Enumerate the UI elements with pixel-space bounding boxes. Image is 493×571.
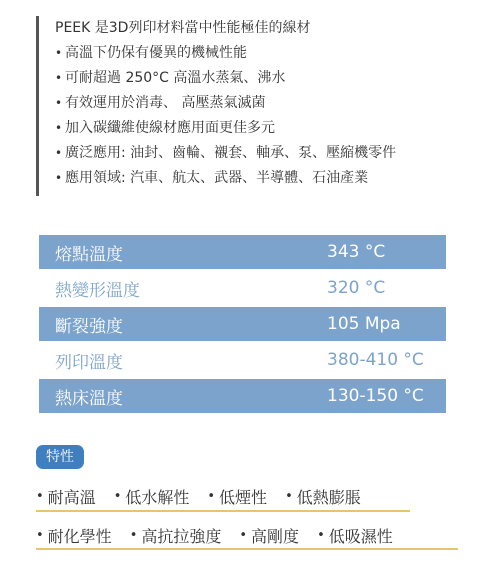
intro-title: PEEK 是3D列印材料當中性能極佳的線材 [55,20,311,36]
bullet-icon: • [55,121,63,135]
spec-label: 列印溫度 [55,352,123,373]
feature-text: 高抗拉強度 [141,526,222,546]
spec-value: 130-150 °C [327,386,424,406]
bullet-icon: • [55,96,63,110]
features-badge: 特性 [36,445,84,469]
intro-item [55,141,476,166]
feature-underline [36,510,410,512]
feature-item [130,524,222,547]
feature-underline [36,548,458,550]
feature-text: 耐化學性 [47,526,112,546]
spec-value: 105 Mpa [327,314,401,334]
intro-item [55,116,476,141]
bullet-icon: • [36,527,44,543]
spec-label: 熱床溫度 [55,388,123,409]
bullet-icon: • [129,527,138,543]
bullet-icon: • [317,527,325,543]
spec-label: 熱變形溫度 [55,280,140,301]
spec-row-heat-deflection [39,271,446,305]
feature-item [114,485,190,508]
intro-item-text: 廣泛應用: 油封、齒輪、襯套、軸承、泵、壓縮機零件 [65,145,397,161]
bullet-icon: • [55,171,63,185]
spec-value: 343 °C [327,242,386,262]
feature-text: 低吸濕性 [328,526,393,546]
bullet-icon: • [113,488,122,504]
intro-item-text: 有效運用於消毒、 高壓蒸氣滅菌 [65,95,266,111]
feature-line-1 [36,483,410,509]
bullet-icon: • [55,46,63,60]
intro-item [55,91,476,116]
spec-value: 320 °C [327,278,386,298]
intro-item-text: 應用領域: 汽車、航太、武器、半導體、石油產業 [65,170,369,186]
bullet-icon: • [239,527,248,543]
feature-text: 低煙性 [219,487,268,507]
bullet-icon: • [207,488,216,504]
spec-label: 斷裂強度 [55,316,123,337]
intro-item-text: 可耐超過 250°C 高溫水蒸氣、沸水 [65,70,286,86]
bullet-icon: • [55,146,63,160]
feature-text: 低熱膨脹 [296,487,361,507]
feature-item [36,524,112,547]
intro-section [36,16,476,196]
spec-table [39,235,446,415]
intro-item [55,41,476,66]
feature-text: 高剛度 [251,526,300,546]
feature-line-2 [36,521,458,549]
bullet-icon: • [285,488,293,504]
intro-item-text: 高溫下仍保有優異的機械性能 [65,45,247,61]
intro-item [55,66,476,91]
intro-item [55,166,476,191]
feature-item [207,485,267,508]
feature-item [317,524,393,547]
spec-row-melting-point [39,235,446,269]
feature-text: 耐高溫 [47,487,96,507]
intro-item-text: 加入碳纖維使線材應用面更佳多元 [65,120,275,136]
feature-item [36,485,96,508]
feature-item [239,524,299,547]
spec-row-tensile-strength [39,307,446,341]
bullet-icon: • [36,488,44,504]
feature-text: 低水解性 [125,487,190,507]
spec-label: 熔點溫度 [55,244,123,265]
spec-row-bed-temp [39,379,446,413]
spec-value: 380-410 °C [327,350,424,370]
feature-item [285,485,361,508]
spec-row-print-temp [39,343,446,377]
bullet-icon: • [55,71,63,85]
